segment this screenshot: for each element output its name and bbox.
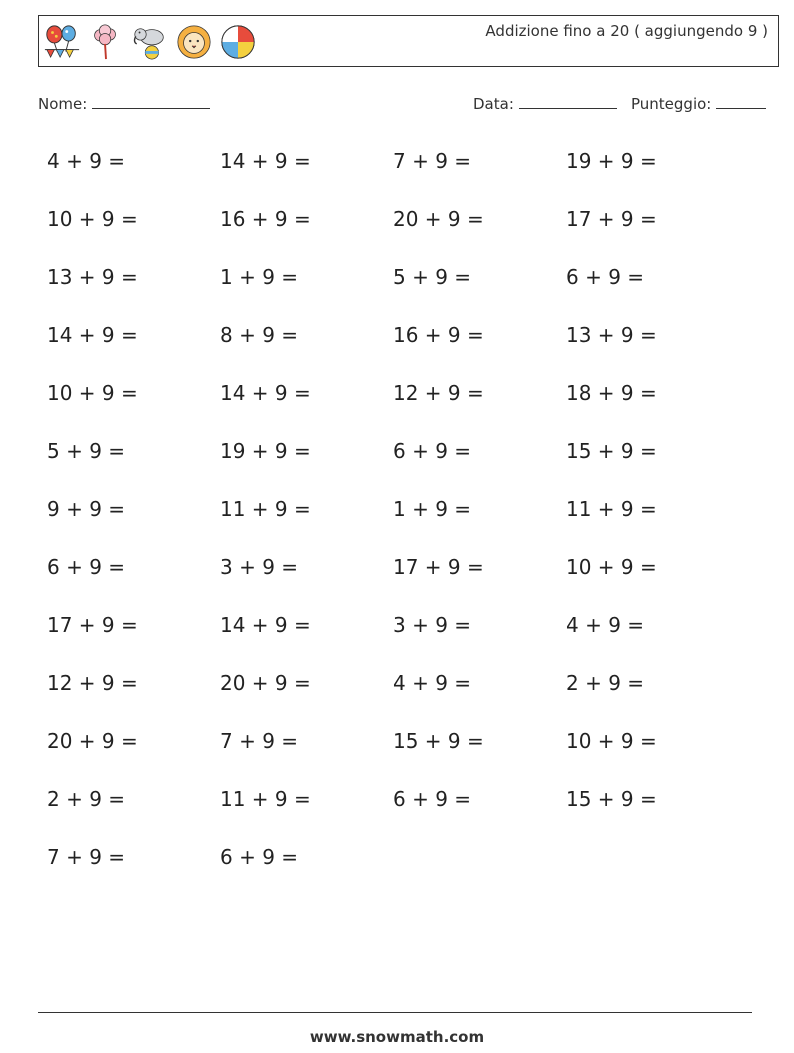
balloons-icon bbox=[43, 22, 81, 62]
problem-item: 14 + 9 = bbox=[220, 381, 311, 405]
problem-item: 6 + 9 = bbox=[566, 265, 645, 289]
problem-item: 13 + 9 = bbox=[47, 265, 138, 289]
score-blank[interactable] bbox=[716, 94, 766, 109]
beach-ball-icon bbox=[219, 22, 257, 62]
problem-item: 15 + 9 = bbox=[393, 729, 484, 753]
problem-item: 13 + 9 = bbox=[566, 323, 657, 347]
problem-item: 9 + 9 = bbox=[47, 497, 126, 521]
problem-item: 10 + 9 = bbox=[47, 207, 138, 231]
problem-item: 14 + 9 = bbox=[220, 613, 311, 637]
name-field bbox=[38, 94, 210, 113]
name-label: Nome: bbox=[38, 95, 88, 113]
problem-item: 11 + 9 = bbox=[220, 787, 311, 811]
problem-item: 4 + 9 = bbox=[47, 149, 126, 173]
problem-item: 6 + 9 = bbox=[47, 555, 126, 579]
problem-item: 6 + 9 = bbox=[220, 845, 299, 869]
elephant-icon bbox=[131, 22, 169, 62]
problem-item: 11 + 9 = bbox=[220, 497, 311, 521]
problem-item: 12 + 9 = bbox=[393, 381, 484, 405]
problem-item: 15 + 9 = bbox=[566, 787, 657, 811]
problem-item: 12 + 9 = bbox=[47, 671, 138, 695]
problem-item: 1 + 9 = bbox=[220, 265, 299, 289]
footer-url: www.snowmath.com bbox=[309, 1028, 485, 1046]
date-label: Data: bbox=[473, 95, 514, 113]
problem-item: 17 + 9 = bbox=[393, 555, 484, 579]
problem-item: 5 + 9 = bbox=[47, 439, 126, 463]
problem-item: 20 + 9 = bbox=[393, 207, 484, 231]
problem-item: 8 + 9 = bbox=[220, 323, 299, 347]
problem-item: 11 + 9 = bbox=[566, 497, 657, 521]
problem-item: 16 + 9 = bbox=[220, 207, 311, 231]
problem-item: 10 + 9 = bbox=[47, 381, 138, 405]
problem-item: 2 + 9 = bbox=[47, 787, 126, 811]
problem-item: 7 + 9 = bbox=[47, 845, 126, 869]
problem-item: 3 + 9 = bbox=[393, 613, 472, 637]
problem-item: 2 + 9 = bbox=[566, 671, 645, 695]
problem-item: 17 + 9 = bbox=[566, 207, 657, 231]
header-icons bbox=[43, 20, 257, 64]
problem-item: 14 + 9 = bbox=[220, 149, 311, 173]
score-label: Punteggio: bbox=[631, 95, 712, 113]
problem-item: 19 + 9 = bbox=[566, 149, 657, 173]
problem-item: 19 + 9 = bbox=[220, 439, 311, 463]
problem-item: 7 + 9 = bbox=[220, 729, 299, 753]
problem-item: 3 + 9 = bbox=[220, 555, 299, 579]
name-blank[interactable] bbox=[92, 94, 210, 109]
problem-item: 20 + 9 = bbox=[220, 671, 311, 695]
problem-item: 20 + 9 = bbox=[47, 729, 138, 753]
problem-item: 6 + 9 = bbox=[393, 439, 472, 463]
problem-item: 5 + 9 = bbox=[393, 265, 472, 289]
worksheet-header bbox=[38, 15, 779, 67]
problem-grid bbox=[47, 146, 739, 900]
date-blank[interactable] bbox=[519, 94, 617, 109]
problem-item: 4 + 9 = bbox=[566, 613, 645, 637]
problem-item: 6 + 9 = bbox=[393, 787, 472, 811]
date-field bbox=[473, 94, 617, 113]
lion-icon bbox=[175, 22, 213, 62]
problem-item: 16 + 9 = bbox=[393, 323, 484, 347]
problem-item: 10 + 9 = bbox=[566, 555, 657, 579]
worksheet-title: Addizione fino a 20 ( aggiungendo 9 ) bbox=[485, 22, 768, 40]
cotton-candy-icon bbox=[87, 22, 125, 62]
problem-item: 18 + 9 = bbox=[566, 381, 657, 405]
problem-item: 14 + 9 = bbox=[47, 323, 138, 347]
problem-item: 7 + 9 = bbox=[393, 149, 472, 173]
score-field bbox=[631, 94, 766, 113]
problem-item: 15 + 9 = bbox=[566, 439, 657, 463]
footer-divider bbox=[38, 1012, 752, 1013]
problem-item: 4 + 9 = bbox=[393, 671, 472, 695]
problem-item: 17 + 9 = bbox=[47, 613, 138, 637]
problem-item: 1 + 9 = bbox=[393, 497, 472, 521]
problem-item: 10 + 9 = bbox=[566, 729, 657, 753]
